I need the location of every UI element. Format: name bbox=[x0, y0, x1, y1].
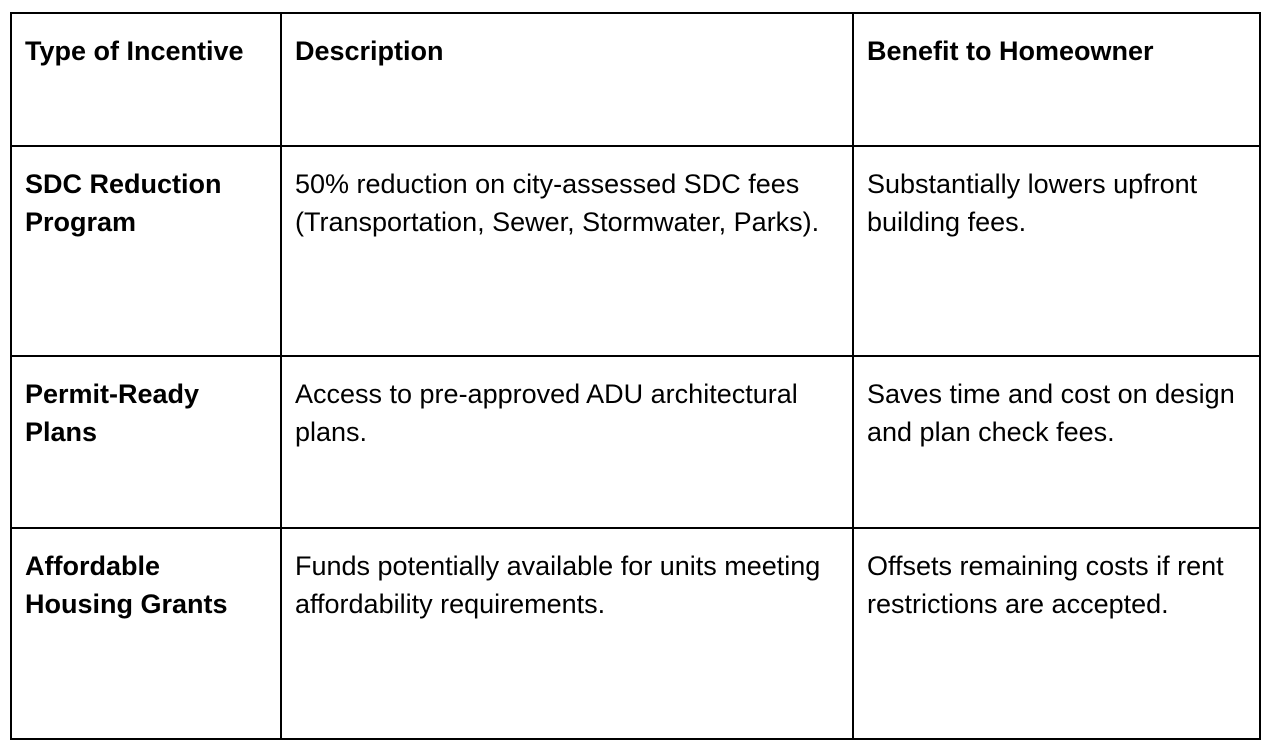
incentive-type-cell: Permit-Ready Plans bbox=[11, 356, 281, 528]
incentive-benefit-cell: Offsets remaining costs if rent restrictions are accepted. bbox=[853, 528, 1260, 739]
table-header-row bbox=[11, 13, 1260, 146]
incentives-table bbox=[10, 12, 1261, 740]
column-header-description: Description bbox=[281, 13, 853, 146]
incentive-description-cell: 50% reduction on city-assessed SDC fees (Transportation, Sewer, Stormwater, Parks). bbox=[281, 146, 853, 356]
incentive-benefit-cell: Substantially lowers upfront building fees. bbox=[853, 146, 1260, 356]
table-row bbox=[11, 528, 1260, 739]
incentive-description-cell: Access to pre-approved ADU architectural plans. bbox=[281, 356, 853, 528]
column-header-type: Type of Incentive bbox=[11, 13, 281, 146]
column-header-benefit: Benefit to Homeowner bbox=[853, 13, 1260, 146]
incentive-type-cell: Affordable Housing Grants bbox=[11, 528, 281, 739]
incentive-benefit-cell: Saves time and cost on design and plan check fees. bbox=[853, 356, 1260, 528]
table-row bbox=[11, 356, 1260, 528]
incentive-type-cell: SDC Reduction Program bbox=[11, 146, 281, 356]
table-row bbox=[11, 146, 1260, 356]
incentive-description-cell: Funds potentially available for units meeting affordability requirements. bbox=[281, 528, 853, 739]
